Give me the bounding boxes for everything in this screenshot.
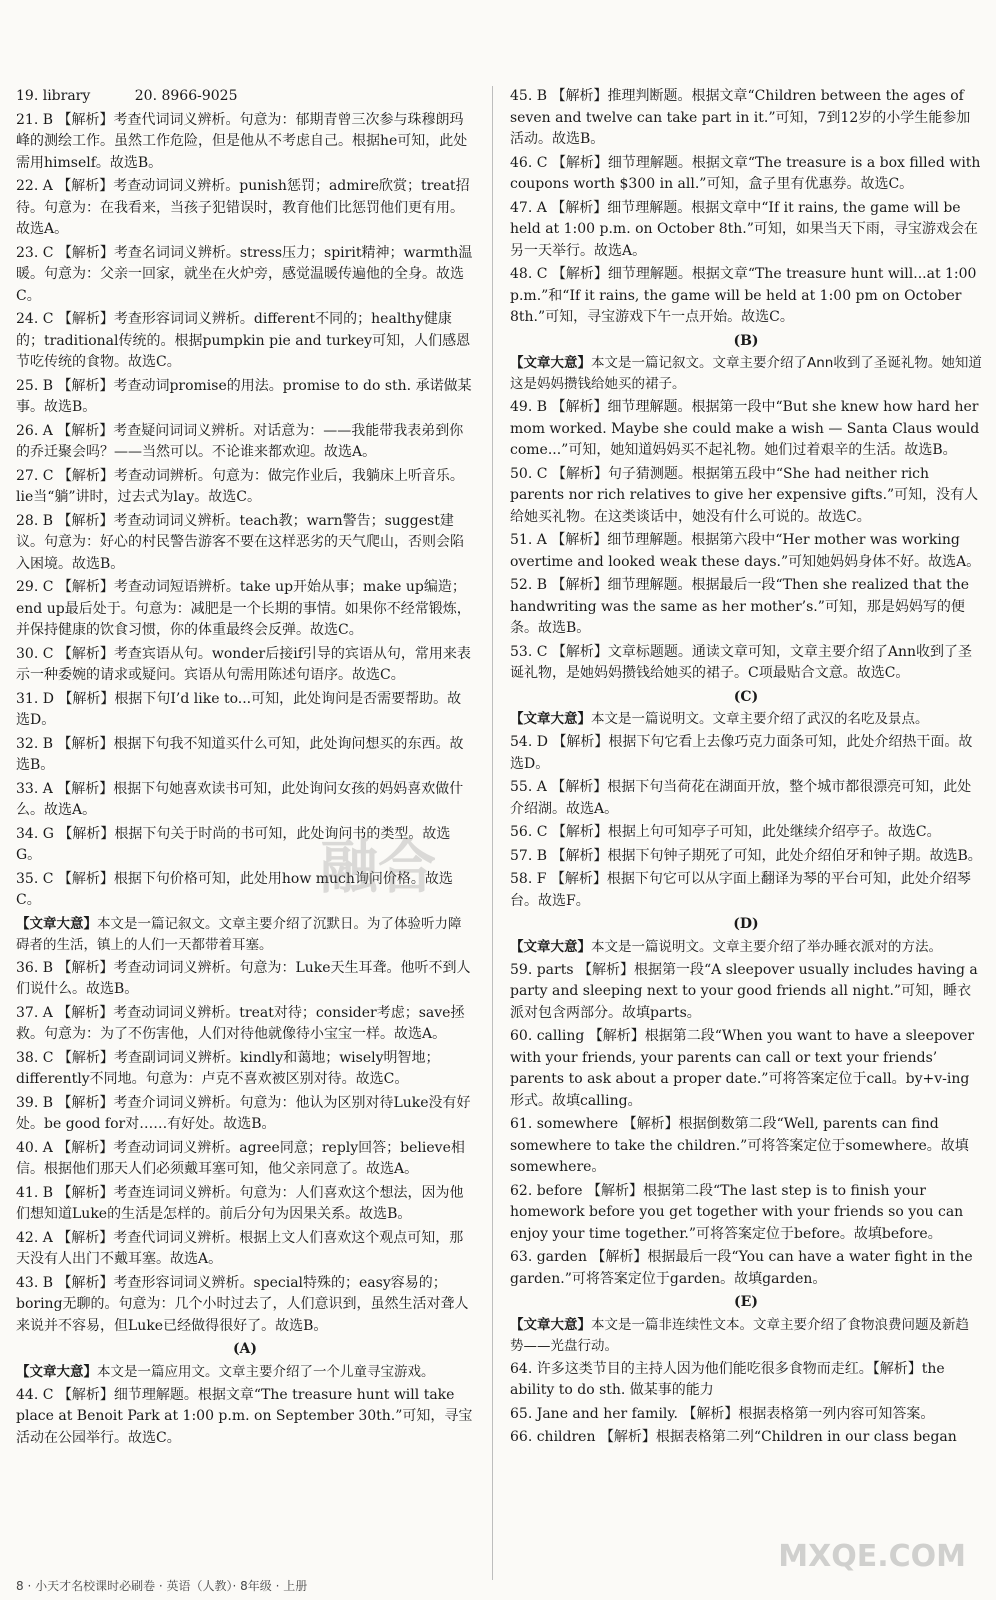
answer-item: 56. C 【解析】根据上句可知亭子可知，此处继续介绍亭子。故选C。 <box>510 824 941 840</box>
summary-tag: 【文章大意】 <box>510 1316 591 1333</box>
answer-item: 38. C 【解析】考查副词词义辨析。kindly和蔼地；wisely明智地；differently不同地。句意为：卢克不喜欢被区别对待。故选C。 <box>16 1049 440 1087</box>
watermark-site: MXQE.COM <box>778 1539 966 1574</box>
answer-item: 45. B 【解析】推理判断题。根据文章“Children between the ages of seven and twelve can take part in it.”可知，7到12岁的小学生能参加活动。故选B。 <box>510 88 971 147</box>
right-column <box>510 86 982 1451</box>
answer-item: 46. C 【解析】细节理解题。根据文章“The treasure is a box filled with coupons worth $300 in all.”可知，盒子里有优惠券。故选C。 <box>510 154 981 192</box>
answer-item: 65. Jane and her family. 【解析】根据表格第一列内容可知答案。 <box>510 1405 935 1422</box>
summary-tag: 【文章大意】 <box>510 355 591 371</box>
answer-item: 64. 许多这类节目的主持人因为他们能吃很多食物而走红。【解析】the ability to do sth. 做某事的能力 <box>510 1360 945 1398</box>
summary-tag: 【文章大意】 <box>16 1363 97 1380</box>
answer-item: 66. children 【解析】根据表格第二列“Children in our class began <box>510 1429 957 1445</box>
answer-item: 29. C 【解析】考查动词短语辨析。take up开始从事；make up编造；end up最后处于。句意为：减肥是一个长期的事情。如果你不经常锻炼，并保持健康的饮食习惯，你的体重最终会反弹。故选C。 <box>16 579 471 638</box>
summary-text: 本文是一篇应用文。文章主要介绍了一个儿童寻宝游戏。 <box>97 1363 435 1380</box>
answer-item: 39. B 【解析】考查介词词义辨析。句意为：他认为区别对待Luke没有好处。be good for对……有好处。故选B。 <box>16 1094 471 1132</box>
answer-item: 43. B 【解析】考查形容词词义辨析。special特殊的；easy容易的；boring无聊的。句意为：几个小时过去了，人们意识到，虽然生活对聋人来说并不容易，但Luke已经做得很好了。故选B。 <box>16 1274 469 1334</box>
article-summary <box>510 937 982 958</box>
article-summary <box>16 914 474 956</box>
answer-item: 40. A 【解析】考查动词词义辨析。agree同意；reply回答；believe相信。根据他们那天人们必须戴耳塞可知，他父亲同意了。故选A。 <box>16 1139 465 1177</box>
answer-item: 58. F 【解析】根据下句它可以从字面上翻译为琴的平台可知，此处介绍琴台。故选F。 <box>510 871 971 909</box>
answer-item: 52. B 【解析】细节理解题。根据最后一段“Then she realized that the handwriting was the same as her mother’s.”可知，那是妈妈写的便条。故选B。 <box>510 577 969 636</box>
answer-item: 53. C 【解析】文章标题题。通读文章可知，文章主要介绍了Ann收到了圣诞礼物，是她妈妈攒钱给她买的裙子。C项最贴合文意。故选C。 <box>510 643 973 681</box>
summary-text: 本文是一篇说明文。文章主要介绍了举办睡衣派对的方法。 <box>591 938 942 955</box>
answer-item: 35. C 【解析】根据下句价格可知，此处用how much询问价格。故选C。 <box>16 870 453 908</box>
left-column <box>16 86 474 1451</box>
article-summary <box>510 353 982 395</box>
answer-item: 60. calling 【解析】根据第二段“When you want to have a sleepover with your friends, your parents can call or text your friends’ parents to ask about a proper date.”可将答案定位于call。by+v-ing形式。故填calling。 <box>510 1028 975 1109</box>
answer-item: 62. before 【解析】根据第二段“The last step is to finish your homework before you get together with your friends so you can enjoy your time together.”可将答案定位于before。故填before。 <box>510 1182 964 1242</box>
answer-item: 42. A 【解析】考查代词词义辨析。根据上文人们喜欢这个观点可知，那天没有人出门不戴耳塞。故选A。 <box>16 1229 464 1267</box>
summary-text: 本文是一篇非连续性文本。文章主要介绍了食物浪费问题及新趋势——光盘行动。 <box>510 1316 969 1354</box>
answer-item: 55. A 【解析】根据下句当荷花在湖面开放，整个城市都很漂亮可知，此处介绍湖。故选A。 <box>510 779 972 817</box>
answer-item: 47. A 【解析】细节理解题。根据文章中“If it rains, the game will be held at 1:00 p.m. on October 8th.”可知，如果当天下雨，寻宝游戏会在另一天举行。故选A。 <box>510 199 978 259</box>
summary-text: 本文是一篇说明文。文章主要介绍了武汉的名吃及景点。 <box>591 711 929 727</box>
section-heading: (A) <box>232 1341 258 1357</box>
answer-item: 61. somewhere 【解析】根据倒数第二段“Well, parents can find somewhere to take the children.”可将答案定位于somewhere。故填somewhere。 <box>510 1116 969 1175</box>
summary-text: 本文是一篇记叙文。文章主要介绍了Ann收到了圣诞礼物。她知道这是妈妈攒钱给她买的裙子。 <box>510 355 982 392</box>
section-heading: (C) <box>733 688 759 705</box>
answer-item: 49. B 【解析】细节理解题。根据第一段中“But she knew how hard her mom worked. Maybe she could make a wish — Santa Claus would come...”可知，她知道妈妈买不起礼物。她们过着艰辛的生活。故选B。 <box>510 399 980 458</box>
answer-item: 59. parts 【解析】根据第一段“A sleepover usually includes having a party and sleeping next to your good friends all night.”可知，睡衣派对包含两部分。故填parts。 <box>510 961 978 1021</box>
answer-item: 23. C 【解析】考查名词词义辨析。stress压力；spirit精神；warmth温暖。句意为：父亲一回家，就坐在火炉旁，感觉温暖传遍他的全身。故选C。 <box>16 244 473 304</box>
watermark-center: 融合 <box>320 833 437 901</box>
answer-item: 57. B 【解析】根据下句钟子期死了可知，此处介绍伯牙和钟子期。故选B。 <box>510 847 982 864</box>
summary-tag: 【文章大意】 <box>16 915 97 932</box>
answer-item: 33. A 【解析】根据下句她喜欢读书可知，此处询问女孩的妈妈喜欢做什么。故选A。 <box>16 780 464 818</box>
answer-item: 31. D 【解析】根据下句I’d like to...可知，此处询问是否需要帮助。故选D。 <box>16 690 462 728</box>
answer-item: 19. library 20. 8966-9025 <box>16 88 238 104</box>
summary-tag: 【文章大意】 <box>510 938 591 955</box>
answer-item: 27. C 【解析】考查动词辨析。句意为：做完作业后，我躺床上听音乐。lie当“躺”讲时，过去式为lay。故选C。 <box>16 467 464 505</box>
answer-item: 63. garden 【解析】根据最后一段“You can have a water fight in the garden.”可将答案定位于garden。故填garden。 <box>510 1249 973 1287</box>
answer-item: 26. A 【解析】考查疑问词词义辨析。对话意为：——我能带我表弟到你的乔迁聚会吗？——当然可以。不论谁来都欢迎。故选A。 <box>16 422 464 460</box>
section-heading: (B) <box>733 332 759 349</box>
article-summary <box>510 709 982 730</box>
answer-item: 25. B 【解析】考查动词promise的用法。promise to do sth. 承诺做某事。故选B。 <box>16 377 472 415</box>
answer-item: 34. G 【解析】根据下句关于时尚的书可知，此处询问书的类型。故选G。 <box>16 825 451 863</box>
answer-item: 37. A 【解析】考查动词词义辨析。treat对待；consider考虑；save拯救。句意为：为了不伤害他，人们对待他就像待小宝宝一样。故选A。 <box>16 1004 465 1042</box>
answer-item: 21. B 【解析】考查代词词义辨析。句意为：郁期青曾三次参与珠穆朗玛峰的测绘工作。虽然工作危险，但是他从不考虑自己。根据he可知，此处需用himself。故选B。 <box>16 111 468 171</box>
summary-text: 本文是一篇记叙文。文章主要介绍了沉默日。为了体验听力障碍者的生活，镇上的人们一天都带着耳塞。 <box>16 915 462 953</box>
article-summary <box>16 1362 474 1383</box>
answer-item: 54. D 【解析】根据下句它看上去像巧克力面条可知，此处介绍热干面。故选D。 <box>510 734 973 772</box>
answer-item: 32. B 【解析】根据下句我不知道买什么可知，此处询问想买的东西。故选B。 <box>16 735 464 773</box>
summary-tag: 【文章大意】 <box>510 711 591 727</box>
section-heading: (D) <box>733 916 759 932</box>
answer-item: 41. B 【解析】考查连词词义辨析。句意为：人们喜欢这个想法，因为他们想知道Luke的生活是怎样的。前后分句为因果关系。故选B。 <box>16 1184 464 1222</box>
section-heading: (E) <box>734 1294 758 1310</box>
page-footer: 8 · 小天才名校课时必刷卷 · 英语（人教）· 8年级 · 上册 <box>16 1579 308 1593</box>
article-summary <box>510 1315 982 1357</box>
answer-item: 44. C 【解析】细节理解题。根据文章“The treasure hunt will take place at Benoit Park at 1:00 p.m. on September 30th.”可知，寻宝活动在公园举行。故选C。 <box>16 1386 473 1446</box>
column-divider <box>492 86 493 1580</box>
answer-item: 28. B 【解析】考查动词词义辨析。teach教；warn警告；suggest建议。句意为：好心的村民警告游客不要在这样恶劣的天气爬山，否则会陷入困境。故选B。 <box>16 512 464 572</box>
answer-item: 24. C 【解析】考查形容词词义辨析。different不同的；healthy健康的；traditional传统的。根据pumpkin pie and turkey可知，人们感恩节吃传统的食物。故选C。 <box>16 311 471 370</box>
answer-item: 30. C 【解析】考查宾语从句。wonder后接if引导的宾语从句，常用来表示一种委婉的请求或疑问。宾语从句需用陈述句语序。故选C。 <box>16 645 471 683</box>
answer-item: 36. B 【解析】考查动词词义辨析。句意为：Luke天生耳聋。他听不到人们说什么。故选B。 <box>16 959 471 997</box>
answer-item: 51. A 【解析】细节理解题。根据第六段中“Her mother was working overtime and looked weak these days.”可知她妈妈身体不好。故选A。 <box>510 532 981 570</box>
answer-item: 48. C 【解析】细节理解题。根据文章“The treasure hunt will...at 1:00 p.m.”和“If it rains, the game will be held at 1:00 pm on October 8th.”可知，寻宝游戏下午一点开始。故选C。 <box>510 266 977 325</box>
answer-item: 50. C 【解析】句子猜测题。根据第五段中“She had neither rich parents nor rich relatives to give her expensive gifts.”可知，没有人给她买礼物。在这类谈话中，她没有什么可说的。故选C。 <box>510 465 979 525</box>
answer-item: 22. A 【解析】考查动词词义辨析。punish惩罚；admire欣赏；treat招待。句意为：在我看来，当孩子犯错误时，教育他们比惩罚他们更有用。故选A。 <box>16 178 470 237</box>
